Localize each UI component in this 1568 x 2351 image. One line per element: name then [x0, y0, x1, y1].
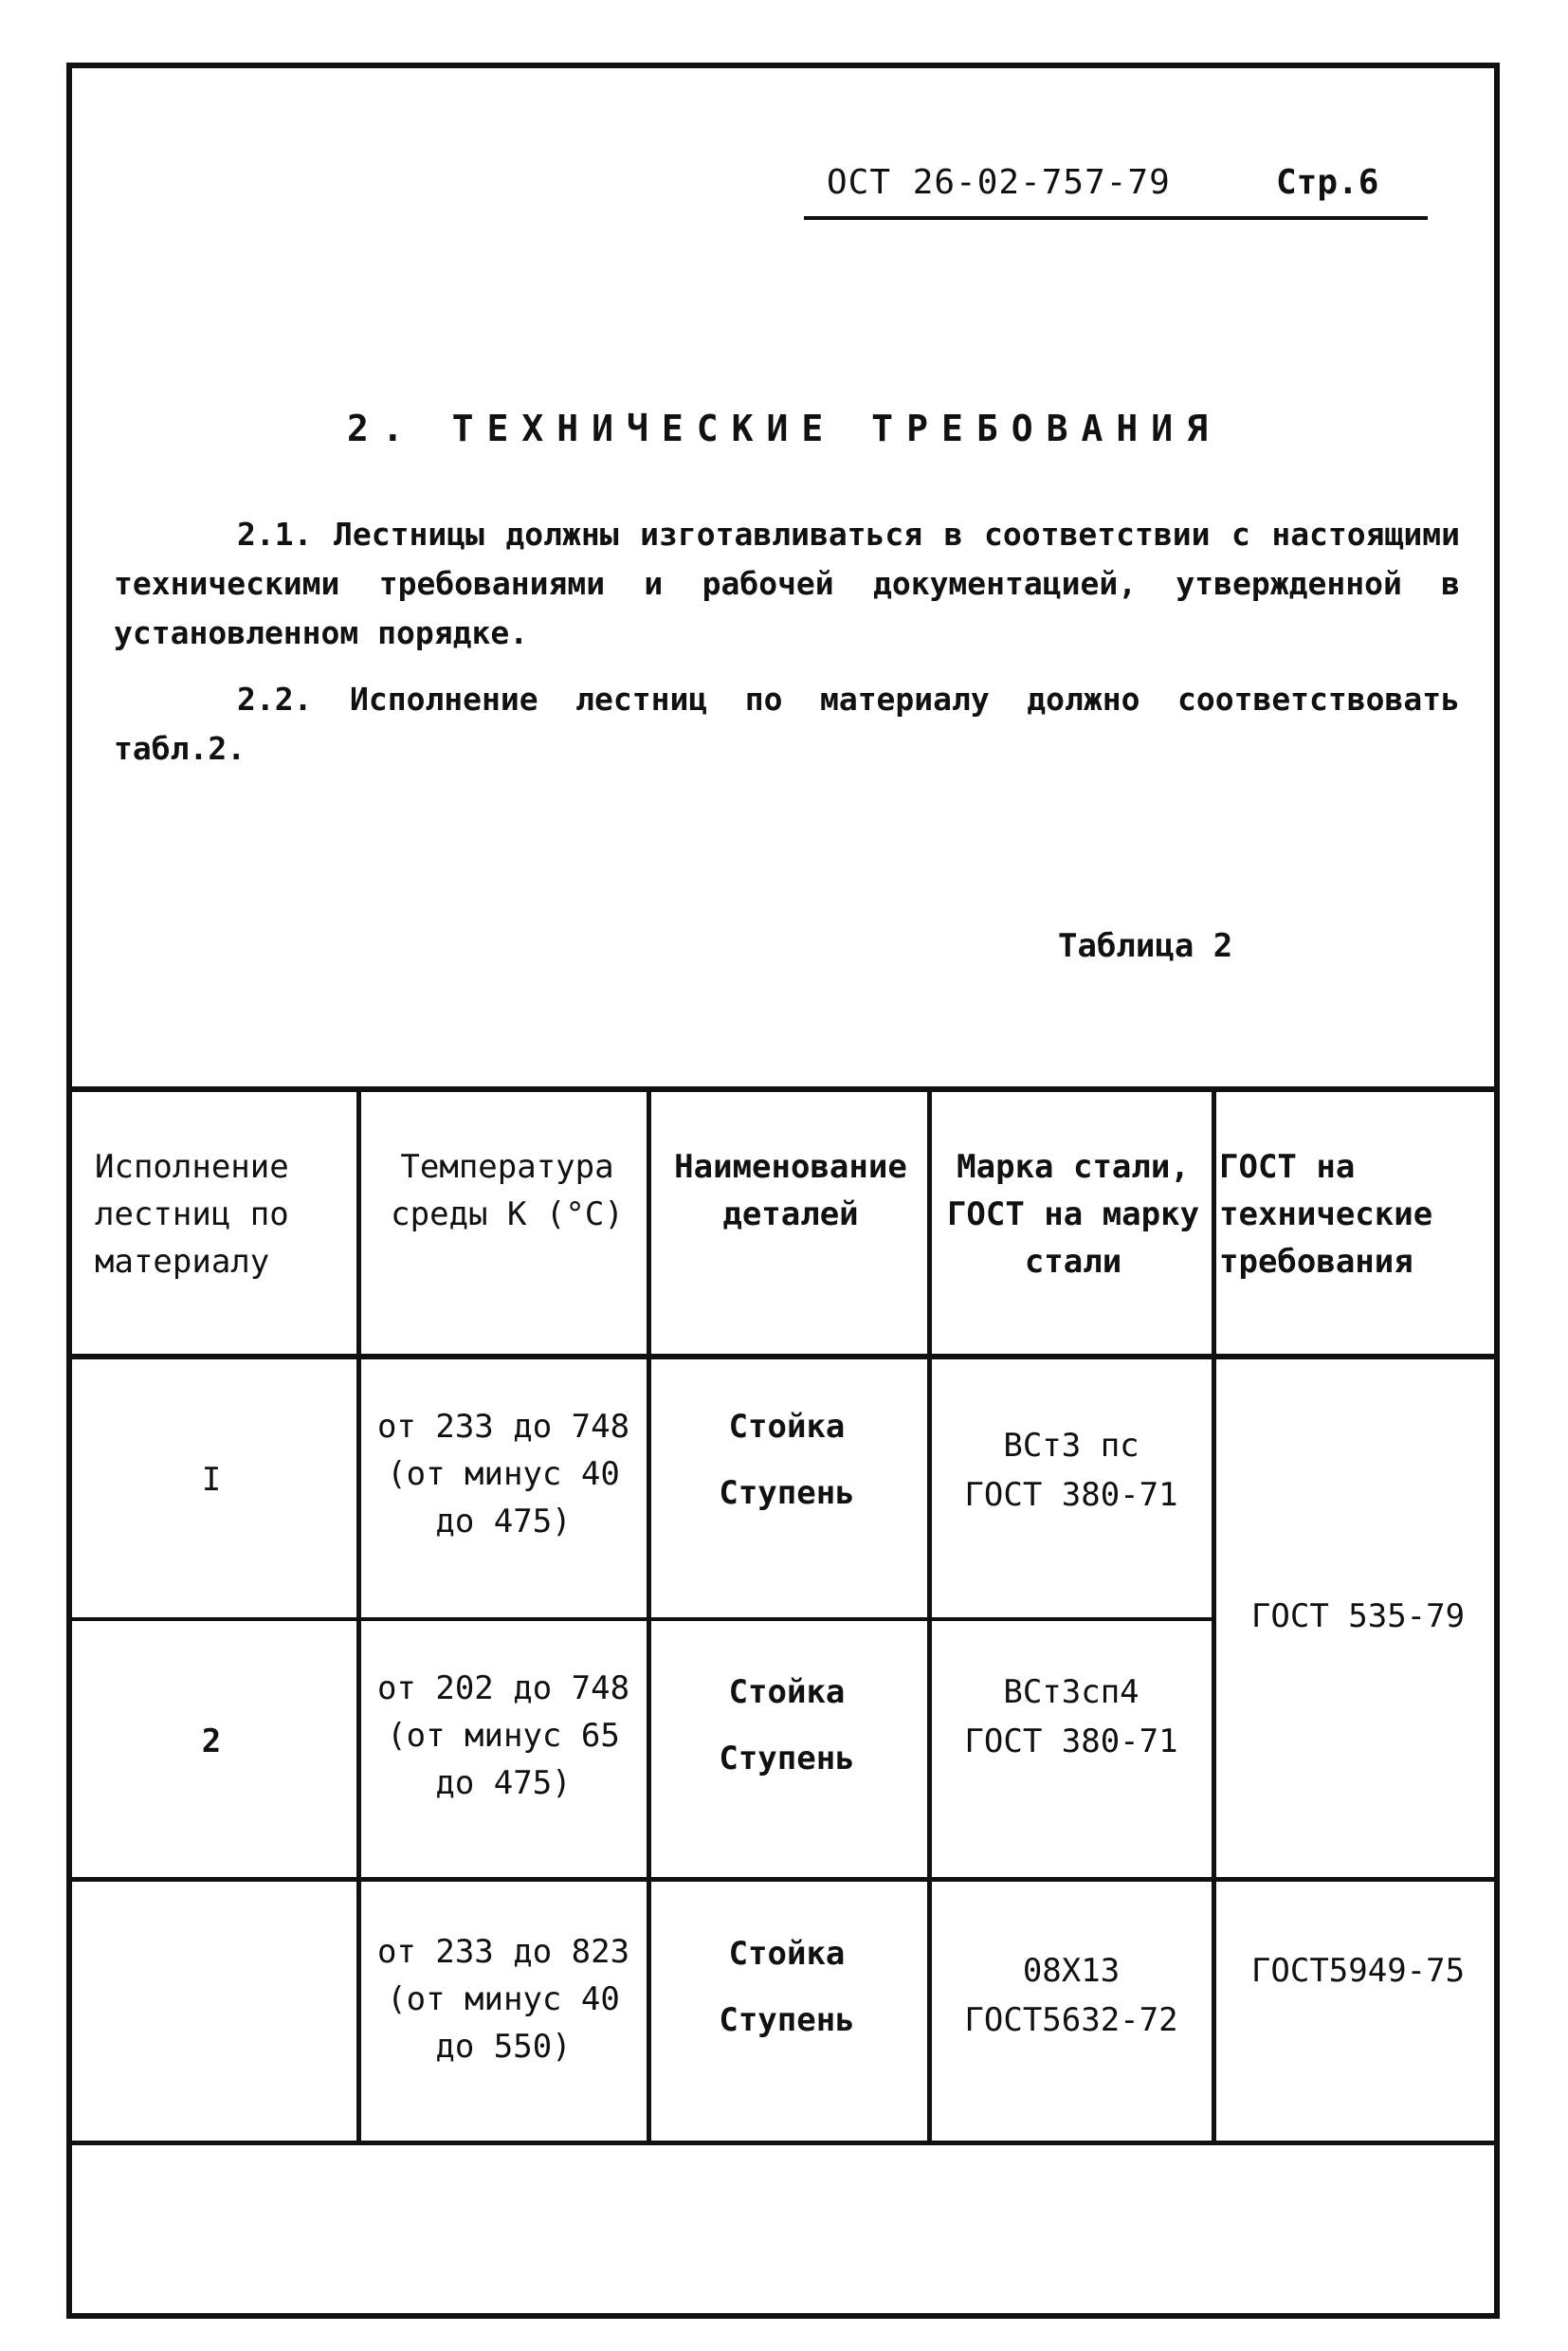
row-3-temp-line2: (от минус 40 [387, 1980, 620, 2018]
row-1-temp-line2: (от минус 40 [387, 1455, 620, 1493]
document-code: ОСТ 26-02-757-79 [827, 163, 1171, 202]
header-gost-requirements: ГОСТ на технические требования [1219, 1148, 1433, 1281]
row-2-part-2: Ступень [719, 1740, 855, 1777]
row-1-temp-line1: от 233 до 748 [376, 1408, 630, 1446]
row-2-execution: 2 [201, 1722, 222, 1760]
table-caption: Таблица 2 [1058, 927, 1233, 965]
row-3-temp-line3: до 550) [435, 2028, 572, 2066]
row-3-steel-grade: 08Х13 [1022, 1952, 1121, 1990]
row-1-part-1: Стойка [728, 1408, 846, 1446]
row-2-temp-line3: до 475) [435, 1764, 572, 1802]
gost-535-79: ГОСТ 535-79 [1250, 1597, 1466, 1635]
header-part-name: Наименование деталей [674, 1148, 907, 1233]
page-number: Стр.6 [1276, 163, 1379, 202]
row-1-bottom-rule [66, 1617, 1215, 1621]
header-execution: Исполнение лестниц по материалу [95, 1148, 289, 1281]
table-top-rule [66, 1086, 1500, 1092]
gost-5949-75: ГОСТ5949-75 [1250, 1952, 1466, 1990]
row-1-steel-gost: ГОСТ 380-71 [964, 1476, 1178, 1514]
header-steel-grade: Марка стали, ГОСТ на марку стали [946, 1148, 1200, 1281]
row-1-execution: I [201, 1461, 222, 1499]
row-2-temp-line1: от 202 до 748 [376, 1669, 630, 1707]
header-underline [804, 216, 1428, 220]
row-2-part-1: Стойка [728, 1673, 846, 1711]
header-temperature: Температура среды К (°С) [391, 1148, 624, 1233]
row-1-part-2: Ступень [719, 1474, 855, 1512]
row-2-temp-line2: (от минус 65 [387, 1717, 620, 1755]
row-1-temp-line3: до 475) [435, 1503, 572, 1540]
row-2-steel-gost: ГОСТ 380-71 [964, 1722, 1178, 1760]
col-rule-1 [356, 1086, 361, 2145]
row-2-bottom-rule [66, 1877, 1500, 1882]
row-3-part-2: Ступень [719, 2001, 855, 2039]
col-rule-2 [647, 1086, 651, 2145]
section-title: 2. ТЕХНИЧЕСКИЕ ТРЕБОВАНИЯ [347, 408, 1221, 449]
row-1-steel-grade: ВСт3 пс [1003, 1427, 1140, 1465]
header-bottom-rule [66, 1354, 1500, 1359]
row-3-bottom-rule [66, 2141, 1500, 2145]
row-3-temp-line1: от 233 до 823 [376, 1933, 630, 1971]
row-3-steel-gost: ГОСТ5632-72 [964, 2001, 1178, 2039]
paragraph-2-2: 2.2. Исполнение лестниц по материалу должно соответствовать табл.2. [114, 681, 1460, 767]
row-2-steel-grade: ВСт3сп4 [1003, 1673, 1140, 1711]
materials-table [66, 1086, 1500, 2148]
row-3-part-1: Стойка [728, 1935, 846, 1973]
paragraph-2-1: 2.1. Лестницы должны изготавливаться в соответствии с настоящими техническими требованиями и рабочей документацией, утвержденной в установленном порядке. [114, 516, 1460, 651]
